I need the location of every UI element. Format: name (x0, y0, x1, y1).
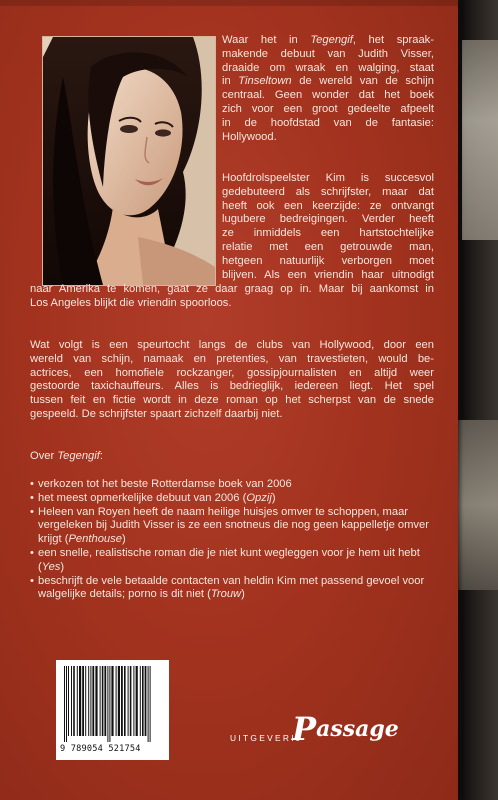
barcode-bar (150, 666, 151, 742)
barcode-bar (109, 666, 110, 742)
text-line: in Tinseltown de wereld van de schijn (222, 75, 434, 88)
text-line: naar Amerika te komen, gaat ze daar graag op in. Maar bij aankomst in (30, 283, 434, 295)
blurb-paragraph-3-lines (30, 339, 434, 422)
publisher-wordmark-initial: P (292, 710, 317, 748)
barcode-bar (124, 666, 126, 736)
text-line: Hollywood. (222, 130, 277, 143)
blurb-paragraph-1 (222, 34, 434, 144)
barcode-bar (100, 666, 101, 736)
blurb-paragraph-2-continuation (30, 283, 434, 311)
cover-top-shadow (0, 0, 458, 6)
text-line: in de hoofdstad van de fantasie: (222, 116, 434, 129)
text-line: blijven. Als een vriendin haar uitnodigt (222, 268, 434, 281)
text-line: Hoofdrolspeelster Kim is succesvol (222, 172, 434, 184)
text-line: centraal. Geen wonder dat het boek (222, 89, 434, 102)
portrait-illustration (43, 37, 215, 285)
background-window-reflection (456, 420, 498, 590)
text-line: wereld van schijn, namaak en pretenties, van travestieten, would be- (30, 352, 434, 365)
text-line: Los Angeles blijkt die vriendin spoorloos. (30, 296, 232, 309)
text-line: relatie met een getrouwde man, (222, 240, 434, 253)
text-line: zich voor een groot gedeelte afpeelt (222, 102, 434, 115)
reviews-heading: Over Tegengif: (30, 450, 103, 462)
barcode-bar (116, 666, 117, 736)
review-item: • verkozen tot het beste Rotterdamse boek van 2006 (30, 478, 434, 492)
text-line: lugubere bedreigingen. Verder heeft (222, 213, 434, 226)
barcode-bar (66, 666, 67, 742)
text-line: Waar het in Tegengif, het spraak- (222, 34, 434, 46)
barcode-bar (85, 666, 86, 736)
text-line: actrices, een homofiele rockzanger, gossipjournalisten en altijd weer (30, 366, 434, 379)
text-line: tussen feit en fictie wordt in deze roman op het scherpst van de snede (30, 394, 434, 407)
isbn-number: 9 789054 521754 (60, 744, 141, 754)
text-line: makende debuut van Judith Visser, (222, 47, 434, 60)
author-portrait-photo (42, 36, 216, 286)
reviews-section (30, 450, 434, 464)
review-item: • Heleen van Royen heeft de naam heilige huisjes omver te schoppen, maar vergeleken bij Judith Visser is ze een snotneus die nog geen kappelletje omver krijgt (Penthouse) (30, 506, 434, 547)
barcode-bar (121, 666, 123, 736)
text-line: gespeeld. De schrijfster spaart zichzelf daarbij niet. (30, 407, 283, 420)
barcode-bar (111, 666, 113, 736)
barcode-bar (79, 666, 81, 736)
reviews-list-wrapper (30, 478, 434, 602)
publisher-wordmark-rest: assage (316, 716, 399, 742)
blurb-paragraph-2-wide-lines (30, 283, 434, 311)
text-line: Wat volgt is een speurtocht langs de clubs van Hollywood, door een (30, 339, 434, 351)
barcode-bar (107, 666, 108, 742)
review-item: • een snelle, realistische roman die je niet kunt wegleggen voor je hem uit hebt (Yes) (30, 547, 434, 575)
text-line: draaide om wraak en walging, staat (222, 61, 434, 74)
barcode-bars (62, 666, 163, 742)
review-item: • het meest opmerkelijke debuut van 2006 (Opzij) (30, 492, 434, 506)
barcode-bar (136, 666, 138, 736)
background-window-reflection (462, 40, 498, 240)
barcode-bar (71, 666, 72, 736)
barcode-bar (82, 666, 84, 736)
review-item: • beschrijft de vele betaalde contacten van heldin Kim met passend gevoel voor walgelijke details; porno is dit niet (Trouw) (30, 575, 434, 603)
text-line: gedebuteerd als schrijfster, maar dat (222, 185, 434, 198)
barcode-bar (95, 666, 97, 736)
barcode-bar (104, 666, 106, 736)
barcode-bar (68, 666, 69, 736)
barcode-bar (148, 666, 149, 742)
publisher-wordmark (292, 706, 399, 748)
publisher-imprint-label: UITGEVERIJ (230, 733, 303, 743)
barcode-bar (118, 666, 120, 736)
barcode-bar (92, 666, 94, 736)
blurb-paragraph-3 (30, 339, 434, 422)
barcode-bar (145, 666, 147, 736)
barcode-bar (128, 666, 129, 736)
text-line: hetgeen natuurlijk verborgen moet (222, 254, 434, 267)
barcode-bar (142, 666, 144, 736)
reviews-list (30, 478, 434, 602)
barcode-bar (64, 666, 65, 742)
barcode-bar (102, 666, 104, 736)
blurb-paragraph-2 (222, 172, 434, 282)
blurb-paragraph-1-lines (222, 34, 434, 144)
barcode-bar (77, 666, 78, 736)
barcode-bar (130, 666, 132, 736)
barcode-bar (140, 666, 141, 736)
barcode-bar (88, 666, 89, 736)
text-line: ze inmiddels een hartstochtelijke (222, 227, 434, 240)
barcode-bar (73, 666, 75, 736)
text-line: heeft ook een keerzijde: ze ontvangt (222, 199, 434, 212)
isbn-barcode (56, 660, 169, 760)
publisher-logo (230, 696, 399, 756)
barcode-bar (90, 666, 91, 736)
blurb-paragraph-2-side-lines (222, 172, 434, 282)
text-line: gestoorde taxichauffeurs. Alles is bedrieglijk, iedereen liegt. Het spel (30, 380, 434, 393)
barcode-bar (133, 666, 134, 736)
